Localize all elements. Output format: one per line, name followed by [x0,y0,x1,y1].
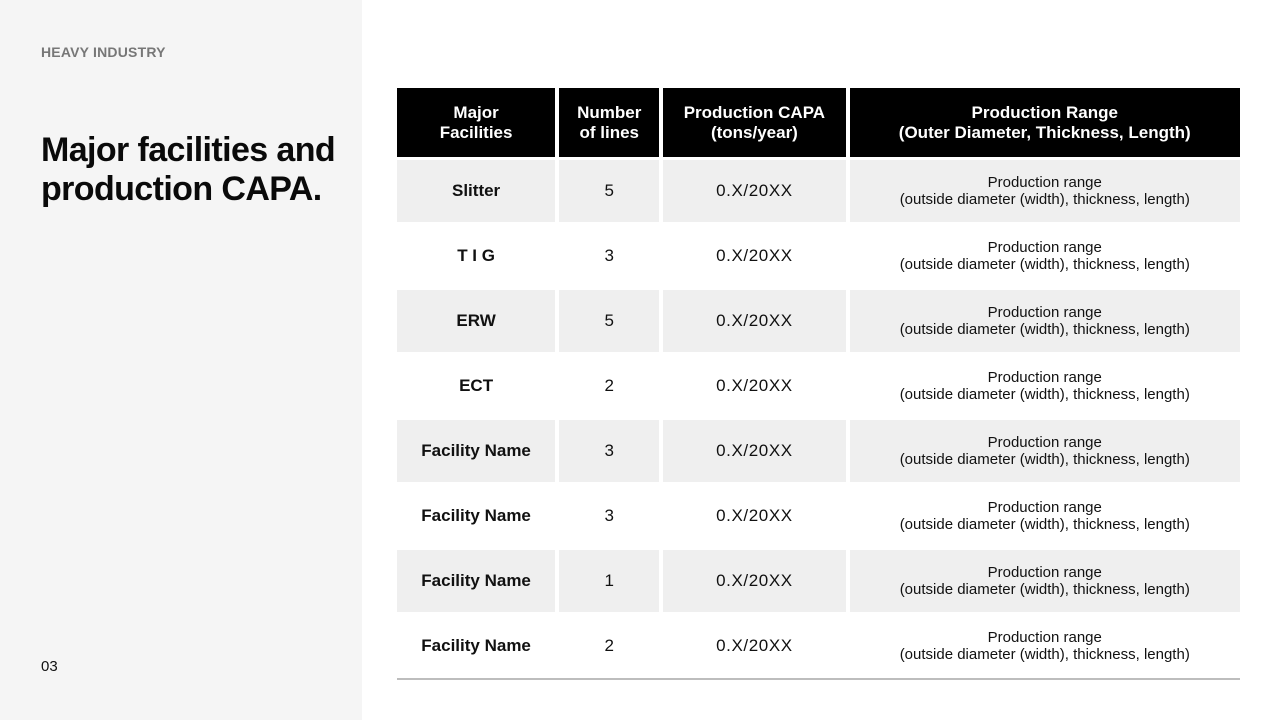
range-line2: (outside diameter (width), thickness, length) [899,321,1190,338]
range-line1: Production range [987,564,1102,581]
table-row [397,615,1240,680]
range-line2: (outside diameter (width), thickness, length) [899,646,1190,663]
range-line2: (outside diameter (width), thickness, length) [899,581,1190,598]
cell-facility-name: Facility Name [397,485,555,550]
cell-facility-name: ERW [397,290,555,355]
cell-production-capa: 0.X/20XX [663,615,845,680]
header-facilities-line2: Facilities [439,122,513,142]
header-lines [559,88,659,160]
cell-number-of-lines: 5 [559,290,659,355]
range-line1: Production range [987,629,1102,646]
cell-production-capa: 0.X/20XX [663,420,845,485]
cell-facility-name: ECT [397,355,555,420]
header-capa [663,88,845,160]
range-line1: Production range [987,239,1102,256]
header-capa-line2: (tons/year) [710,122,798,142]
range-line1: Production range [987,174,1102,191]
cell-production-range [850,550,1240,615]
page-number: 03 [41,658,58,675]
table-row [397,550,1240,615]
table-body [397,160,1240,680]
header-facilities-line1: Major [453,102,499,122]
sidebar-panel [0,0,362,720]
cell-production-range [850,615,1240,680]
range-line2: (outside diameter (width), thickness, length) [899,191,1190,208]
table-row [397,225,1240,290]
range-line1: Production range [987,434,1102,451]
cell-production-range [850,160,1240,225]
range-line1: Production range [987,499,1102,516]
cell-number-of-lines: 5 [559,160,659,225]
header-capa-line1: Production CAPA [683,102,826,122]
cell-number-of-lines: 3 [559,225,659,290]
range-line1: Production range [987,304,1102,321]
header-lines-line1: Number [577,102,642,122]
header-range [850,88,1240,160]
cell-facility-name: T I G [397,225,555,290]
cell-number-of-lines: 2 [559,615,659,680]
cell-number-of-lines: 3 [559,420,659,485]
table-row [397,290,1240,355]
table-row [397,160,1240,225]
table-bottom-rule [397,678,1240,680]
range-line2: (outside diameter (width), thickness, length) [899,516,1190,533]
table-row [397,420,1240,485]
cell-production-capa: 0.X/20XX [663,290,845,355]
facilities-table-container [397,88,1240,680]
table-row [397,355,1240,420]
facilities-table [393,88,1244,680]
cell-production-range [850,420,1240,485]
header-range-line1: Production Range [971,102,1118,122]
cell-production-capa: 0.X/20XX [663,225,845,290]
cell-production-range [850,225,1240,290]
cell-facility-name: Facility Name [397,420,555,485]
cell-production-capa: 0.X/20XX [663,485,845,550]
cell-facility-name: Facility Name [397,615,555,680]
header-range-line2: (Outer Diameter, Thickness, Length) [898,122,1191,142]
cell-facility-name: Slitter [397,160,555,225]
cell-number-of-lines: 1 [559,550,659,615]
cell-production-capa: 0.X/20XX [663,355,845,420]
range-line2: (outside diameter (width), thickness, length) [899,451,1190,468]
cell-number-of-lines: 2 [559,355,659,420]
range-line2: (outside diameter (width), thickness, length) [899,386,1190,403]
header-facilities [397,88,555,160]
cell-production-range [850,355,1240,420]
header-lines-line2: of lines [579,122,639,142]
table-header-row [397,88,1240,160]
cell-facility-name: Facility Name [397,550,555,615]
eyebrow-label: HEAVY INDUSTRY [41,44,166,60]
cell-production-capa: 0.X/20XX [663,160,845,225]
table-row [397,485,1240,550]
range-line2: (outside diameter (width), thickness, length) [899,256,1190,273]
cell-production-capa: 0.X/20XX [663,550,845,615]
cell-number-of-lines: 3 [559,485,659,550]
cell-production-range [850,290,1240,355]
page-title: Major facilities and production CAPA. [41,131,336,208]
range-line1: Production range [987,369,1102,386]
cell-production-range [850,485,1240,550]
